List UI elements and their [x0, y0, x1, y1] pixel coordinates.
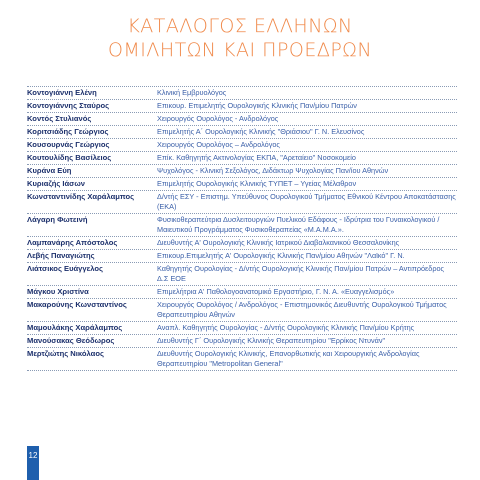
speaker-affiliation: Ψυχολόγος - Κλινική Σεξολόγος, Διδάκτωρ Ψυχολογίας Παν/ίου Αθηνών	[157, 166, 389, 175]
speaker-name: Λιάτσικος Ευάγγελος	[27, 264, 103, 273]
speaker-name: Κυριαζής Ιάσων	[27, 179, 86, 188]
speaker-list	[27, 86, 457, 371]
speaker-affiliation: Διευθυντής Α' Ουρολογικής Κλινικής Ιατρικού Διαβαλκανικού Θεσσαλονίκης	[157, 238, 400, 247]
list-item	[27, 190, 457, 213]
list-item	[27, 177, 457, 190]
page-number: 12	[28, 451, 38, 460]
list-item	[27, 249, 457, 262]
speaker-affiliation: Δ/ντής ΕΣΥ - Επιστημ. Υπεύθυνος Ουρολογικού Τμήματος Εθνικού Κέντρου Αποκατάστασης (ΕΚΑ)	[157, 192, 456, 211]
speaker-affiliation: Διευθυντής Ουρολογικής Κλινικής, Επανορθωτικής και Χειρουργικής Ανδρολογίας Θεραπευτηρίου "Metropolitan General"	[157, 349, 420, 368]
page-title	[0, 14, 480, 62]
speaker-name: Μαμουλάκης Χαράλαμπος	[27, 323, 123, 332]
title-line-2: ΟΜΙΛΗΤΩΝ ΚΑΙ ΠΡΟΕΔΡΩΝ	[107, 39, 373, 61]
list-item	[27, 213, 457, 236]
speaker-affiliation: Επίκ. Καθηγητής Ακτινολογίας ΕΚΠΑ, "Αρεταίειο" Νοσοκομείο	[157, 153, 356, 162]
list-item	[27, 125, 457, 138]
speaker-affiliation: Χειρουργός Ουρολόγος - Ανδρολόγος	[157, 114, 279, 123]
speaker-affiliation: Χειρουργός Ουρολόγος – Ανδρολόγος	[157, 140, 280, 149]
list-item	[27, 164, 457, 177]
list-item	[27, 151, 457, 164]
speaker-name: Κοριτσιάδης Γεώργιος	[27, 127, 109, 136]
list-item	[27, 298, 457, 321]
speaker-affiliation: Επιμελητής Α΄ Ουρολογικής Κλινικής "Θριάσιου" Γ. Ν. Ελευσίνος	[157, 127, 365, 136]
list-item	[27, 321, 457, 334]
speaker-name: Μακαρούνης Κωνσταντίνος	[27, 300, 127, 309]
speaker-name: Μερτζιώτης Νικόλαος	[27, 349, 104, 358]
speaker-affiliation: Διευθυντής Γ΄ Ουρολογικής Κλινικής Θεραπευτηρίου "Ερρίκος Ντυνάν"	[157, 336, 386, 345]
speaker-name: Κουσουρνάς Γεώργιος	[27, 140, 110, 149]
speaker-affiliation: Επικουρ.Επιμελητής Α' Ουρολογικής Κλινικής Παν/μίου Αθηνών "Λαϊκό" Γ. Ν.	[157, 251, 405, 260]
speaker-affiliation: Επικουρ. Επιμελητής Ουρολογικής Κλινικής Παν/μίου Πατρών	[157, 101, 357, 110]
speaker-name: Κοντογιάννης Σταύρος	[27, 101, 110, 110]
speaker-name: Κοντογιάννη Ελένη	[27, 88, 97, 97]
list-item	[27, 262, 457, 285]
speaker-name: Λαμπανάρης Απόστολος	[27, 238, 118, 247]
title-line-1: ΚΑΤΑΛΟΓΟΣ ΕΛΛΗΝΩΝ	[127, 15, 353, 37]
list-item	[27, 347, 457, 371]
list-item	[27, 236, 457, 249]
list-item	[27, 86, 457, 99]
speaker-affiliation: Καθηγητής Ουρολογίας - Δ/ντής Ουρολογικής Κλινικής Παν/μίου Πατρών – Αντιπρόεδρος Δ.Σ ΕΟΕ	[157, 264, 445, 283]
speaker-affiliation: Αναπλ. Καθηγητής Ουρολογίας - Δ/ντής Ουρολογικής Κλινικής Παν/μίου Κρήτης	[157, 323, 415, 332]
speaker-name: Μάγκου Χριστίνα	[27, 287, 89, 296]
speaker-name: Κοντός Στυλιανός	[27, 114, 92, 123]
list-item	[27, 138, 457, 151]
speaker-name: Μανούσακας Θεόδωρος	[27, 336, 115, 345]
speaker-name: Κυράνα Εύη	[27, 166, 72, 175]
list-item	[27, 334, 457, 347]
speaker-name: Κουτουλίδης Βασίλειος	[27, 153, 112, 162]
speaker-name: Κωνσταντινίδης Χαράλαμπος	[27, 192, 135, 201]
speaker-name: Λάγαρη Φωτεινή	[27, 215, 88, 224]
list-item	[27, 285, 457, 298]
speaker-affiliation: Χειρουργός Ουρολόγος / Ανδρολόγος - Επιστημονικός Διευθυντής Ουρολογικού Τμήματος Θεραπευτηρίου Αθηνών	[157, 300, 447, 319]
list-item	[27, 99, 457, 112]
speaker-affiliation: Επιμελήτρια Α' Παθολογοανατομικό Εργαστήριο, Γ. Ν. Α. «Ευαγγελισμός»	[157, 287, 395, 296]
list-item	[27, 112, 457, 125]
speaker-name: Λεβής Παναγιώτης	[27, 251, 95, 260]
speaker-affiliation: Φυσικοθεραπεύτρια Δυσλειτουργιών Πυελικού Εδάφους - Ιδρύτρια του Γυναικολογικού / Μαιευτικού Προγράμματος Φυσικοθεραπείας «Μ.Α.Μ.Α.».	[157, 215, 440, 234]
speaker-affiliation: Επιμελητής Ουρολογικής Κλινικής ΤΥΠΕΤ – Υγείας Μέλαθρον	[157, 179, 357, 188]
speaker-affiliation: Κλινική Εμβρυολόγος	[157, 88, 227, 97]
